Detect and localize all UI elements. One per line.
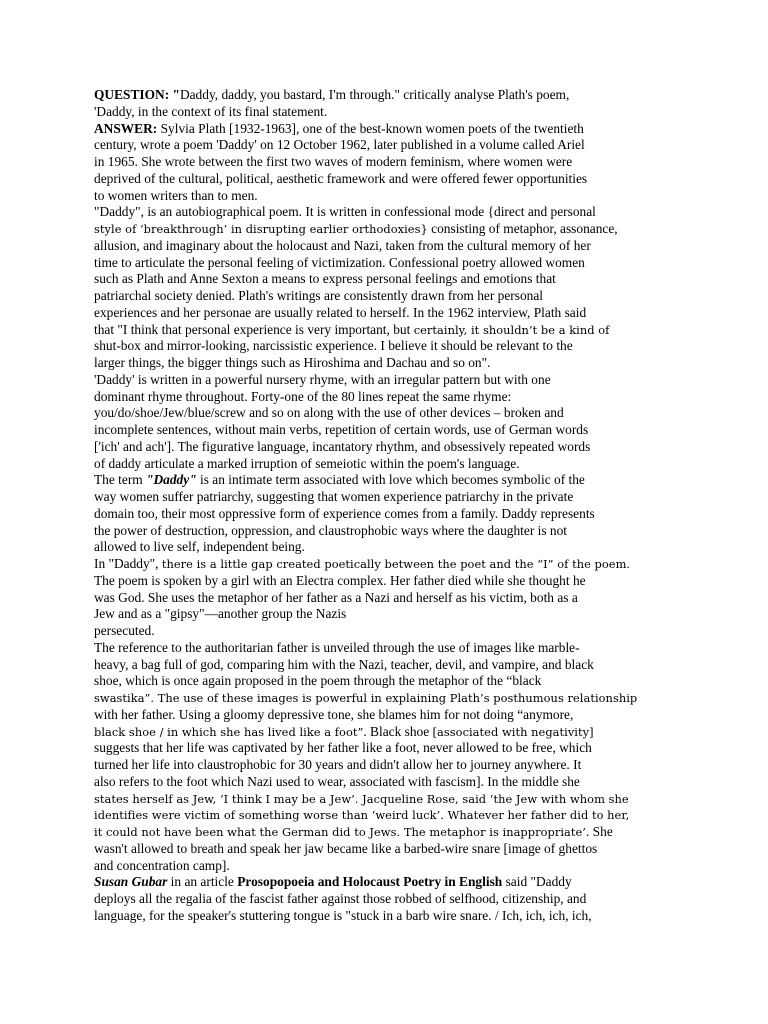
text-line: [94, 556, 684, 573]
text-run: with her father. Using a gloomy depressive tone, she blames him for not doing “anymore,: [94, 706, 574, 722]
text-run: is an intimate term associated with love which becomes symbolic of the: [196, 472, 585, 488]
text-run: shoe, which is once again proposed in the poem through the metaphor of the “black: [94, 673, 542, 689]
text-line: [94, 171, 684, 188]
text-run: dominant rhyme throughout. Forty-one of the 80 lines repeat the same rhyme:: [94, 388, 512, 404]
text-run: QUESTION: ": [94, 87, 180, 102]
text-run: states herself as Jew, ‘I think I may be a Jew’. Jacqueline Rose, said ‘the Jew with whom she: [94, 791, 629, 806]
text-run: Sylvia Plath [1932-1963], one of the best-known women poets of the twentieth: [157, 120, 584, 136]
text-line: [94, 472, 684, 489]
text-run: time to articulate the personal feeling of victimization. Confessional poetry allowed women: [94, 254, 585, 270]
text-line: [94, 154, 684, 171]
text-run: ANSWER:: [94, 120, 158, 136]
text-run: suggests that her life was captivated by her father like a foot, never allowed to be free, which: [94, 740, 592, 756]
text-run: such as Plath and Anne Sexton a means to express personal feelings and emotions that: [94, 271, 556, 287]
text-line: [94, 774, 684, 791]
text-line: [94, 606, 684, 623]
text-line: [94, 657, 684, 674]
text-run: . She: [585, 824, 613, 839]
text-line: [94, 539, 684, 556]
text-run: you/do/shoe/Jew/blue/screw and so on along with the use of other devices – broken and: [94, 405, 564, 421]
text-run: there is a little gap created poetically between the poet and the “I” of the poem.: [161, 557, 631, 571]
text-line: [94, 824, 684, 841]
text-line: [94, 623, 684, 640]
text-run: way women suffer patriarchy, suggesting that women experience patriarchy in the private: [94, 489, 574, 504]
text-run: heavy, a bag full of god, comparing him with the Nazi, teacher, devil, and vampire, and black: [94, 656, 594, 672]
text-line: [94, 87, 684, 104]
text-run: patriarchal society denied. Plath's writings are consistently drawn from her personal: [94, 288, 544, 303]
text-run: century, wrote a poem 'Daddy' on 12 October 1962, later published in a volume called Ariel: [94, 137, 585, 153]
text-run: consisting of metaphor, assonance,: [427, 221, 618, 236]
text-line: [94, 137, 684, 154]
text-line: [94, 590, 684, 607]
text-line: [94, 271, 684, 288]
text-run: persecuted.: [94, 623, 155, 638]
text-line: [94, 439, 684, 456]
text-run: wasn't allowed to breath and speak her jaw became like a barbed-wire snare [image of ghettos: [94, 840, 598, 856]
text-line: [94, 757, 684, 774]
text-run: black shoe / in which she has lived like a foot”: [94, 724, 364, 739]
text-run: shut-box and mirror-looking, narcissistic experience. I believe it should be relevant to the: [94, 338, 573, 354]
text-line: [94, 104, 684, 121]
text-line: [94, 858, 684, 875]
text-run: it could not have been what the German did to Jews. The metaphor is inappropriate’: [94, 825, 586, 839]
text-run: deprived of the cultural, political, aesthetic framework and were offered fewer opportunities: [94, 170, 588, 186]
document-body: [94, 87, 684, 925]
text-run: "Daddy": [146, 472, 197, 488]
text-run: 'Daddy' is written in a powerful nursery rhyme, with an irregular pattern but with one: [94, 371, 551, 387]
text-line: [94, 355, 684, 372]
text-run: In "Daddy",: [94, 556, 162, 571]
text-line: [94, 791, 684, 808]
text-line: [94, 807, 684, 824]
text-line: [94, 204, 684, 221]
text-run: The reference to the authoritarian father is unveiled through the use of images like marble-: [94, 639, 580, 655]
text-line: [94, 489, 684, 506]
text-run: and concentration camp].: [94, 857, 230, 873]
text-run: allusion, and imaginary about the holocaust and Nazi, taken from the cultural memory of her: [94, 237, 591, 253]
text-line: [94, 523, 684, 540]
text-run: language, for the speaker's stuttering tongue is "stuck in a barb wire snare. / Ich, ich, ich, ich,: [94, 907, 592, 923]
text-run: the power of destruction, oppression, and claustrophobic ways where the daughter is not: [94, 522, 568, 538]
text-line: [94, 322, 684, 339]
text-run: "Daddy", is an autobiographical poem. It is written in confessional mode {direct and personal: [94, 204, 596, 220]
text-run: identifies were victim of something worse than ‘weird luck’. Whatever her father did to her,: [94, 808, 630, 823]
text-line: [94, 690, 684, 707]
text-line: [94, 908, 684, 925]
text-line: [94, 724, 684, 741]
text-run: style of ‘breakthrough’ in disrupting earlier orthodoxies}: [94, 222, 428, 236]
text-line: [94, 238, 684, 255]
text-run: of daddy articulate a marked irruption of semeiotic within the poem's language.: [94, 455, 520, 471]
text-line: [94, 305, 684, 322]
text-line: [94, 372, 684, 389]
text-line: [94, 891, 684, 908]
text-run: allowed to live self, independent being.: [94, 539, 305, 555]
text-run: in an article: [167, 874, 238, 890]
text-line: [94, 338, 684, 355]
text-run: to women writers than to men.: [94, 187, 258, 203]
text-line: [94, 673, 684, 690]
text-run: Daddy, daddy, you bastard, I'm through." critically analyse Plath's poem,: [179, 87, 570, 102]
text-line: [94, 221, 684, 238]
text-run: The poem is spoken by a girl with an Electra complex. Her father died while she thought he: [94, 572, 586, 588]
text-run: certainly, it shouldn’t be a kind of: [413, 322, 610, 337]
text-run: ['ich' and ach']. The figurative language, incantatory rhythm, and obsessively repeated words: [94, 438, 591, 454]
text-run: 'Daddy, in the context of its final statement.: [94, 103, 328, 119]
text-run: [associated with negativity]: [432, 724, 594, 739]
text-line: [94, 874, 684, 891]
text-line: [94, 188, 684, 205]
text-run: . Black shoe: [363, 723, 433, 739]
text-run: Jew and as a "gipsy"—another group the Nazis: [94, 606, 347, 622]
text-run: said "Daddy: [502, 874, 572, 890]
text-run: was God. She uses the metaphor of her father as a Nazi and herself as his victim, both as a: [94, 589, 578, 605]
text-run: swastika”. The use of these images is powerful in explaining Plath’s posthumous relationship: [94, 691, 638, 705]
text-run: experiences and her personae are usually related to herself. In the 1962 interview, Plath said: [94, 304, 587, 320]
text-line: [94, 573, 684, 590]
text-run: Prosopopoeia and Holocaust Poetry in English: [237, 874, 503, 890]
text-run: domain too, their most oppressive form of experience comes from a family. Daddy represents: [94, 505, 595, 521]
text-line: [94, 288, 684, 305]
text-line: [94, 255, 684, 272]
text-line: [94, 121, 684, 138]
text-run: The term: [94, 472, 147, 488]
text-line: [94, 422, 684, 439]
text-run: in 1965. She wrote between the first two waves of modern feminism, where women were: [94, 154, 573, 169]
text-line: [94, 405, 684, 422]
text-line: [94, 640, 684, 657]
text-run: larger things, the bigger things such as Hiroshima and Dachau and so on".: [94, 355, 491, 370]
text-line: [94, 389, 684, 406]
text-run: deploys all the regalia of the fascist father against those robbed of selfhood, citizenship, and: [94, 891, 587, 906]
text-line: [94, 707, 684, 724]
text-run: also refers to the foot which Nazi used to wear, associated with fascism]. In the middle she: [94, 773, 580, 789]
text-run: incomplete sentences, without main verbs, repetition of certain words, use of German words: [94, 422, 589, 437]
text-line: [94, 740, 684, 757]
text-line: [94, 456, 684, 473]
text-run: that "I think that personal experience is very important, but: [94, 321, 414, 337]
text-run: Susan Gubar: [94, 874, 168, 890]
text-run: turned her life into claustrophobic for 30 years and didn't allow her to journey anywhere. It: [94, 757, 582, 772]
text-line: [94, 506, 684, 523]
text-line: [94, 841, 684, 858]
